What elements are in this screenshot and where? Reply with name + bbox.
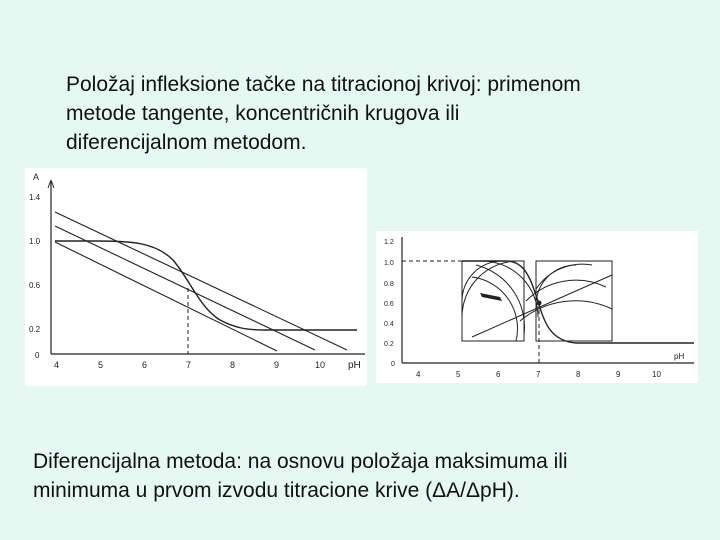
x-tick-label: 10 <box>315 360 326 370</box>
slide-title <box>66 70 686 157</box>
title-line-2: metode tangente, koncentričnih krugova ili <box>66 102 460 125</box>
y-tick-label: 1.4 <box>29 193 41 202</box>
title-line-3: diferencijalnom metodom. <box>66 131 307 154</box>
bottom-line-2: minimuma u prvom izvodu titracione krive (ΔA/ΔpH). <box>33 479 520 502</box>
y-tick-label: 0.2 <box>384 341 394 348</box>
concentric-arc <box>536 264 592 289</box>
tangent-method-chart <box>25 168 367 386</box>
y-tick-label: 1.2 <box>384 239 394 246</box>
x-tick-label: 6 <box>496 370 501 379</box>
bottom-line-1: Diferencijalna metoda: na osnovu položaja maksimuma ili <box>33 450 568 473</box>
circle-frame-left <box>462 261 524 341</box>
y-axis-label: A <box>33 172 40 182</box>
y-tick-label: 0.4 <box>384 321 394 328</box>
x-tick-label: 9 <box>616 370 621 379</box>
concentric-circles-chart <box>376 231 698 383</box>
x-tick-label: 7 <box>186 360 192 370</box>
concentric-arc <box>462 261 518 317</box>
concentric-arc <box>520 301 612 321</box>
tangent-line <box>55 226 315 350</box>
x-axis-label: pH <box>348 360 361 371</box>
concentric-circles-figure <box>376 231 698 383</box>
x-tick-label: 8 <box>576 370 581 379</box>
differential-method-text <box>33 447 693 505</box>
tangent-method-figure <box>25 168 367 386</box>
titration-curve <box>462 261 694 343</box>
y-tick-label: 0 <box>391 361 395 368</box>
title-line-1: Položaj infleksione tačke na titracionoj krivoj: primenom <box>66 73 581 96</box>
x-tick-label: 10 <box>652 370 661 379</box>
x-tick-label: 6 <box>142 360 148 370</box>
y-tick-label: 1.0 <box>29 237 41 246</box>
y-tick-label: 0.2 <box>29 325 41 334</box>
y-tick-label: 1.0 <box>384 260 394 267</box>
circle-center-mark <box>480 293 502 301</box>
x-tick-label: 5 <box>98 360 104 370</box>
concentric-arc <box>482 261 538 317</box>
x-tick-label: 5 <box>456 370 461 379</box>
y-tick-label: 0.8 <box>384 281 394 288</box>
y-tick-label: 0 <box>35 351 40 360</box>
tangent-line <box>55 242 277 351</box>
tangent-line <box>55 212 347 350</box>
x-tick-label: 4 <box>416 370 421 379</box>
x-axis-label: pH <box>674 352 685 361</box>
x-tick-label: 7 <box>536 370 541 379</box>
x-tick-label: 4 <box>54 360 60 370</box>
y-tick-label: 0.6 <box>384 301 394 308</box>
y-tick-label: 0.6 <box>29 281 41 290</box>
x-tick-label: 8 <box>230 360 236 370</box>
x-tick-label: 9 <box>274 360 280 370</box>
